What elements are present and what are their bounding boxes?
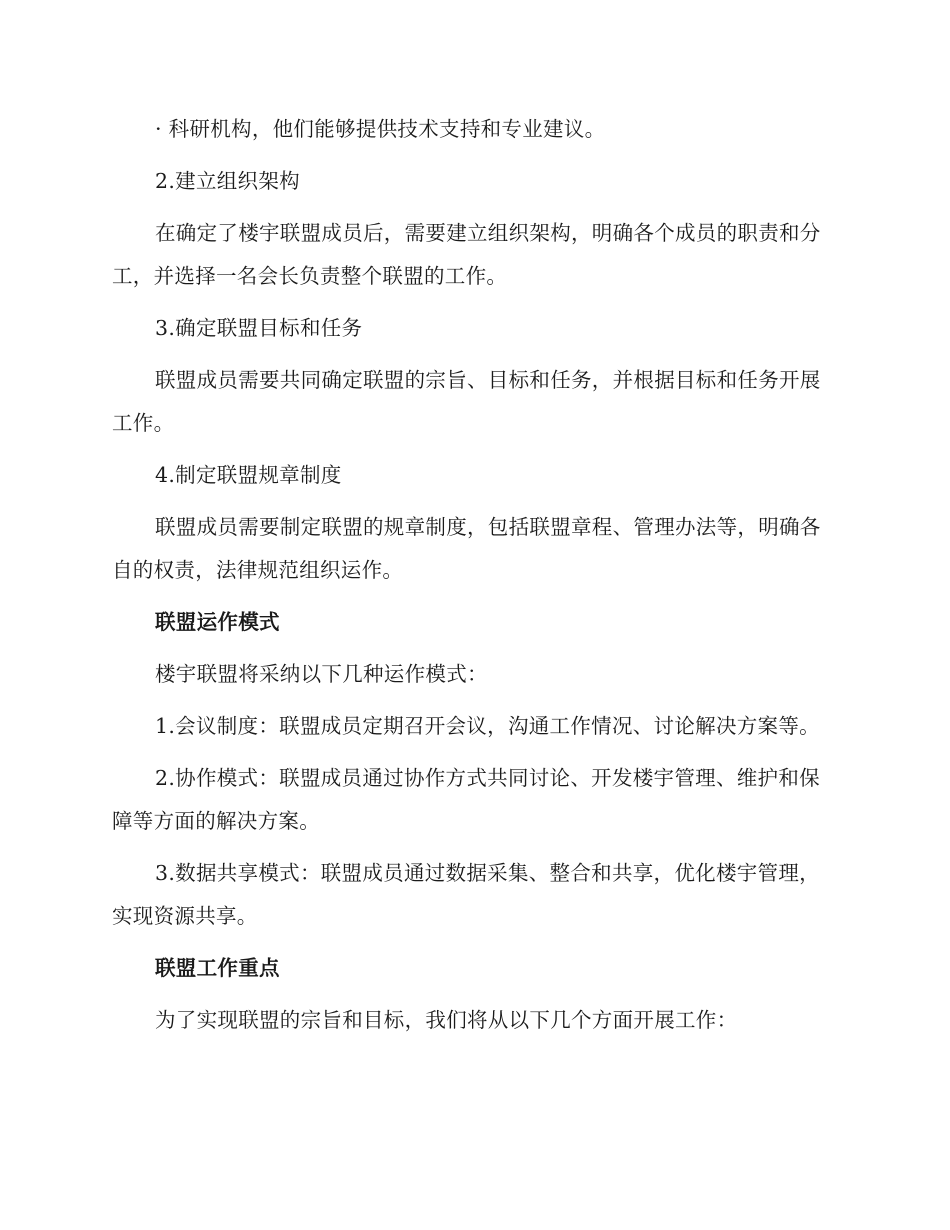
step-2-paragraph: 在确定了楼宇联盟成员后，需要建立组织架构，明确各个成员的职责和分工，并选择一名会长负责整个联盟的工作。 xyxy=(112,221,821,288)
operation-intro-paragraph: 楼宇联盟将采纳以下几种运作模式： xyxy=(155,662,488,686)
step-4-paragraph: 联盟成员需要制定联盟的规章制度，包括联盟章程、管理办法等，明确各自的权责，法律规范组织运作。 xyxy=(112,515,821,582)
document-body xyxy=(112,108,832,1051)
step-3-paragraph: 联盟成员需要共同确定联盟的宗旨、目标和任务，并根据目标和任务开展工作。 xyxy=(112,368,821,435)
step-2-title: 2.建立组织架构 xyxy=(155,169,300,193)
section-focus-heading: 联盟工作重点 xyxy=(155,956,280,980)
focus-intro-paragraph: 为了实现联盟的宗旨和目标，我们将从以下几个方面开展工作： xyxy=(155,1008,738,1032)
mode-3-paragraph: 3.数据共享模式：联盟成员通过数据采集、整合和共享，优化楼宇管理，实现资源共享。 xyxy=(112,861,820,928)
mode-2-paragraph: 2.协作模式：联盟成员通过协作方式共同讨论、开发楼宇管理、维护和保障等方面的解决方案。 xyxy=(112,766,820,833)
step-3-title: 3.确定联盟目标和任务 xyxy=(155,316,363,340)
section-operation-heading: 联盟运作模式 xyxy=(155,610,280,634)
mode-1-paragraph: 1.会议制度：联盟成员定期召开会议，沟通工作情况、讨论解决方案等。 xyxy=(155,714,820,738)
bullet-research-item: · 科研机构，他们能够提供技术支持和专业建议。 xyxy=(155,117,606,141)
step-4-title: 4.制定联盟规章制度 xyxy=(155,463,342,487)
